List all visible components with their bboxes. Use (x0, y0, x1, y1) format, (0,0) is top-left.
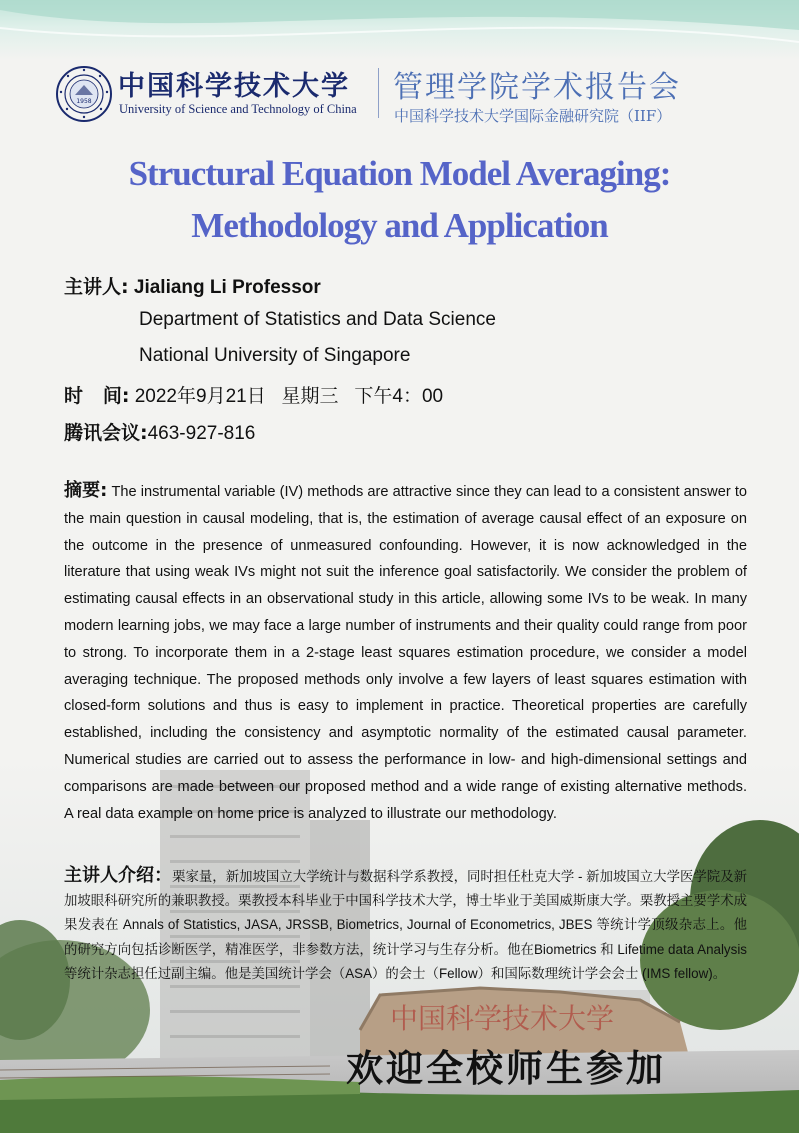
svg-text:1958: 1958 (76, 98, 92, 105)
meeting-label: 腾讯会议: (64, 422, 148, 444)
meeting-row (64, 418, 255, 445)
talk-title-line-2: Methodology and Application (191, 206, 608, 245)
time-row (64, 381, 443, 408)
top-wave-decoration (0, 0, 799, 60)
time-label: 时 间: (64, 385, 130, 407)
abstract (64, 478, 747, 827)
university-seal-icon (55, 65, 113, 123)
talk-title (0, 148, 799, 252)
header (55, 60, 755, 130)
meeting-id: 463-927-816 (147, 423, 256, 444)
university-name-en: University of Science and Technology of China (119, 102, 357, 116)
speaker-label: 主讲人: (64, 276, 129, 298)
bio-label: 主讲人介绍： (64, 865, 173, 886)
stone-inscription: 中国科学技术大学 (390, 1002, 615, 1035)
abstract-label: 摘要: (64, 480, 108, 501)
speaker-bio (64, 864, 747, 986)
institute-name: 中国科学技术大学国际金融研究院（IIF） (394, 107, 672, 125)
affiliation-line-2: National University of Singapore (139, 345, 411, 366)
time-value: 2022年9月21日 星期三 下午4：00 (129, 386, 444, 407)
seminar-series-title: 管理学院学术报告会 (393, 70, 681, 105)
talk-title-line-1: Structural Equation Model Averaging: (128, 154, 671, 193)
speaker-row (64, 272, 321, 299)
abstract-text: The instrumental variable (IV) methods are attractive since they can lead to a consistent answer to the main question in causal modeling, that is, the estimation of average causal effect of an exposure on the outcome in the presence of unmeasured confounding. However, it is now acknowledged in the literature that using weak IVs might not suit the inference goal satisfactorily. We consider the problem of estimating causal effects in an observational study in this article, allowing some IVs to be weak. In many modern learning jobs, we may face a large number of instruments and their quality could range from poor to strong. To incorporate them in a 2-stage least squares estimation procedure, we consider a model averaging technique. The proposed methods only involve a few layers of least squares estimation with closed-form solutions and thus is easy to implement in practice. Theoretical properties are carefully established, including the consistency and asymptotic normality of the estimated causal parameter. Numerical studies are carried out to assess the performance in low- and high-dimensional settings and comparisons are made between our proposed method and a wide range of existing alternative methods. A real data example on home price is analyzed to illustrate our methodology. (64, 484, 747, 822)
bio-text: 栗家量，新加坡国立大学统计与数据科学系教授，同时担任杜克大学 - 新加坡国立大学医学院及新加坡眼科研究所的兼职教授。栗教授本科毕业于中国科学技术大学，博士毕业于美国威斯康大学。栗教授主要学术成果发表在 Annals of Statistics, JASA, JRSSB, Biometrics, Journal of Econometrics, JBES 等统计学顶级杂志上。他的研究方向包括诊断医学，精准医学，非参数方法，统计学习与生存分析。他在Biometrics 和 Lifetime data Analysis 等统计杂志担任过副主编。他是美国统计学会（ASA）的会士（Fellow）和国际数理统计学会会士 (IMS fellow)。 (64, 869, 747, 981)
university-name-cn: 中国科学技术大学 (118, 71, 350, 102)
welcome-message: 欢迎全校师生参加 (346, 1046, 666, 1090)
speaker-name: Jialiang Li Professor (128, 277, 321, 298)
affiliation-line-1: Department of Statistics and Data Science (139, 309, 496, 330)
header-divider (378, 68, 379, 118)
